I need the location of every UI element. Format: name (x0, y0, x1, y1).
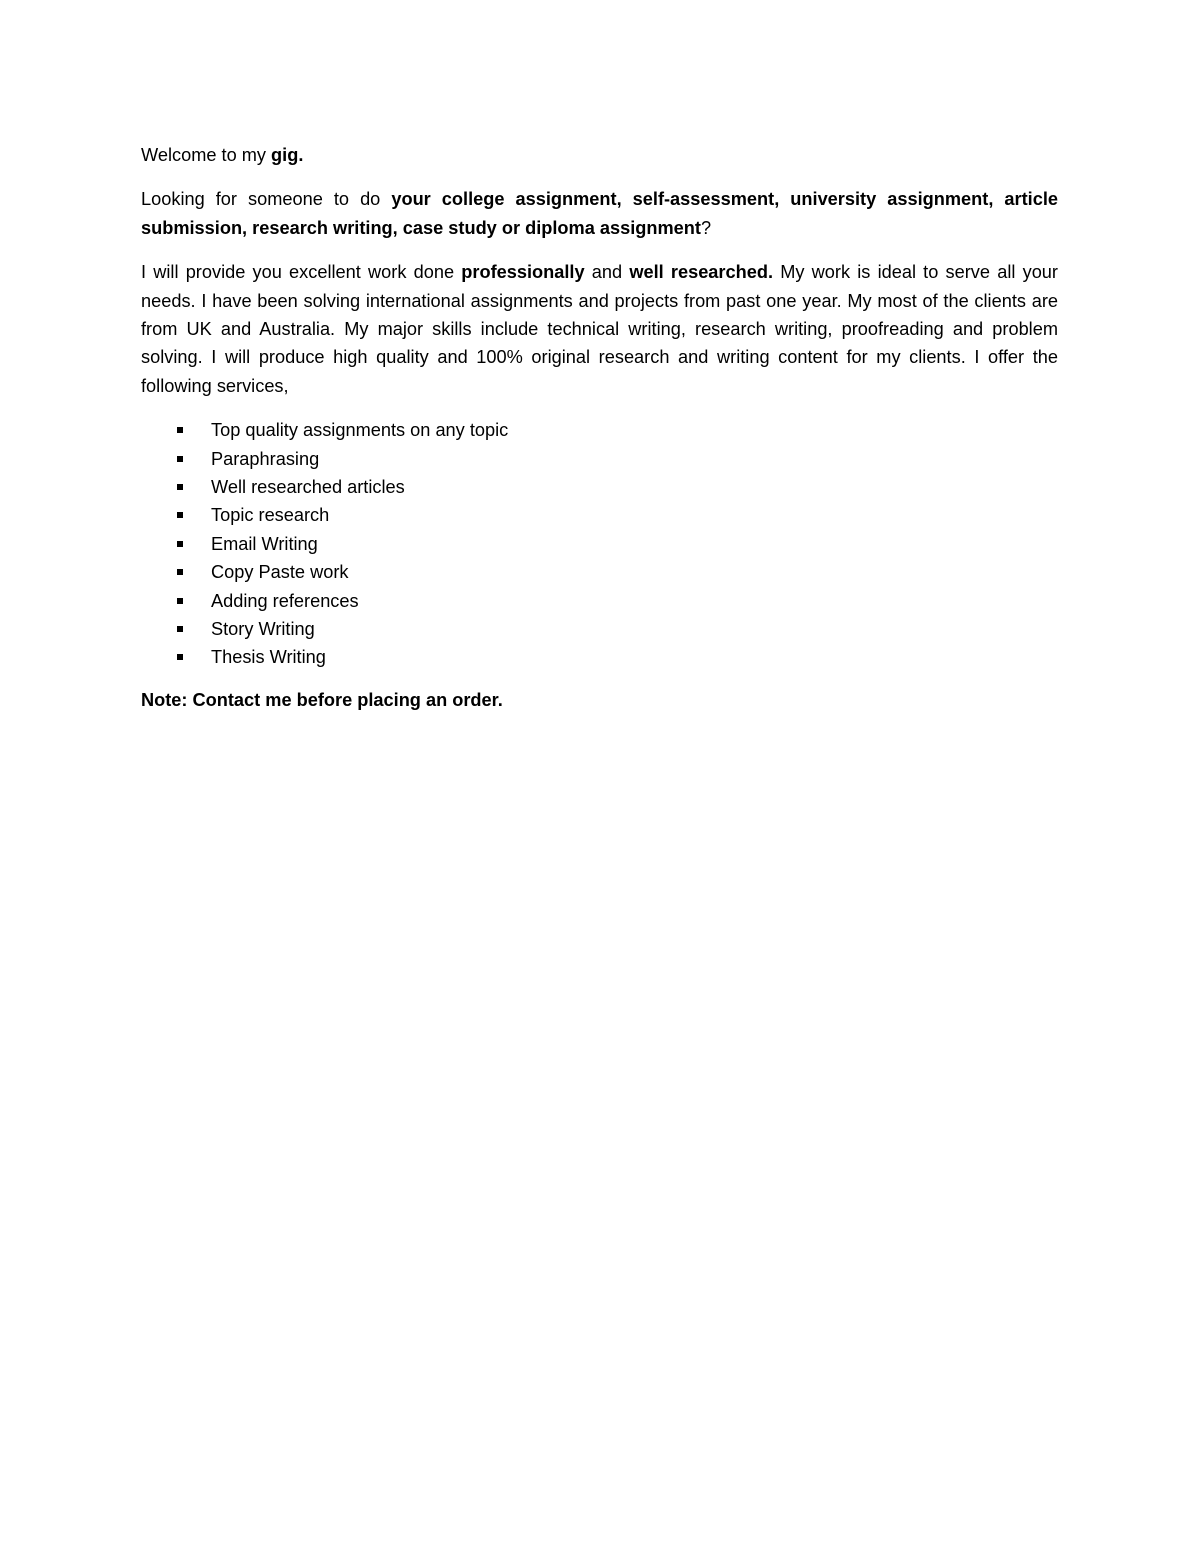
body-paragraph (141, 258, 1058, 400)
square-bullet-icon (177, 598, 183, 604)
square-bullet-icon (177, 626, 183, 632)
list-item (141, 643, 1058, 671)
service-label: Email Writing (211, 533, 318, 554)
document-content (141, 141, 1058, 714)
intro-suffix: ? (700, 217, 712, 238)
list-item (141, 501, 1058, 529)
service-label: Thesis Writing (211, 647, 326, 668)
list-item (141, 530, 1058, 558)
service-label: Story Writing (211, 618, 315, 639)
body-part1: I will provide you excellent work done (141, 262, 462, 283)
intro-paragraph (141, 185, 1058, 242)
note-text: Note: Contact me before placing an order. (141, 689, 503, 710)
service-label: Top quality assignments on any topic (211, 420, 509, 441)
square-bullet-icon (177, 654, 183, 660)
list-item (141, 473, 1058, 501)
service-label: Well researched articles (211, 477, 405, 498)
list-item (141, 416, 1058, 444)
intro-prefix: Looking for someone to do (141, 189, 392, 210)
welcome-prefix: Welcome to my (141, 145, 272, 165)
intro-bold: your college assignment, self-assessment, university assignment, article submission, research writing, case study or diploma assignment (141, 189, 1058, 238)
service-label: Paraphrasing (211, 448, 320, 469)
services-list (141, 416, 1058, 672)
square-bullet-icon (177, 484, 183, 490)
list-item (141, 558, 1058, 586)
square-bullet-icon (177, 427, 183, 433)
welcome-bold: gig. (271, 145, 304, 165)
service-label: Copy Paste work (211, 562, 349, 583)
list-item (141, 587, 1058, 615)
square-bullet-icon (177, 569, 183, 575)
list-item (141, 615, 1058, 643)
note-line (141, 686, 1058, 714)
service-label: Adding references (211, 590, 359, 611)
body-part3: My work is ideal to serve all your needs. I have been solving international assignments and projects from past one year. My most of the clients are from UK and Australia. My major skills include technical writing, research writing, proofreading and problem solving. I will produce high quality and 100% original research and writing content for my clients. I offer the following services, (141, 262, 1058, 396)
list-item (141, 445, 1058, 473)
service-label: Topic research (211, 505, 330, 526)
square-bullet-icon (177, 512, 183, 518)
body-bold-well-researched: well researched. (629, 262, 774, 283)
body-part2: and (584, 262, 630, 283)
body-bold-professionally: professionally (461, 262, 585, 283)
square-bullet-icon (177, 456, 183, 462)
welcome-line (141, 141, 1058, 169)
square-bullet-icon (177, 541, 183, 547)
